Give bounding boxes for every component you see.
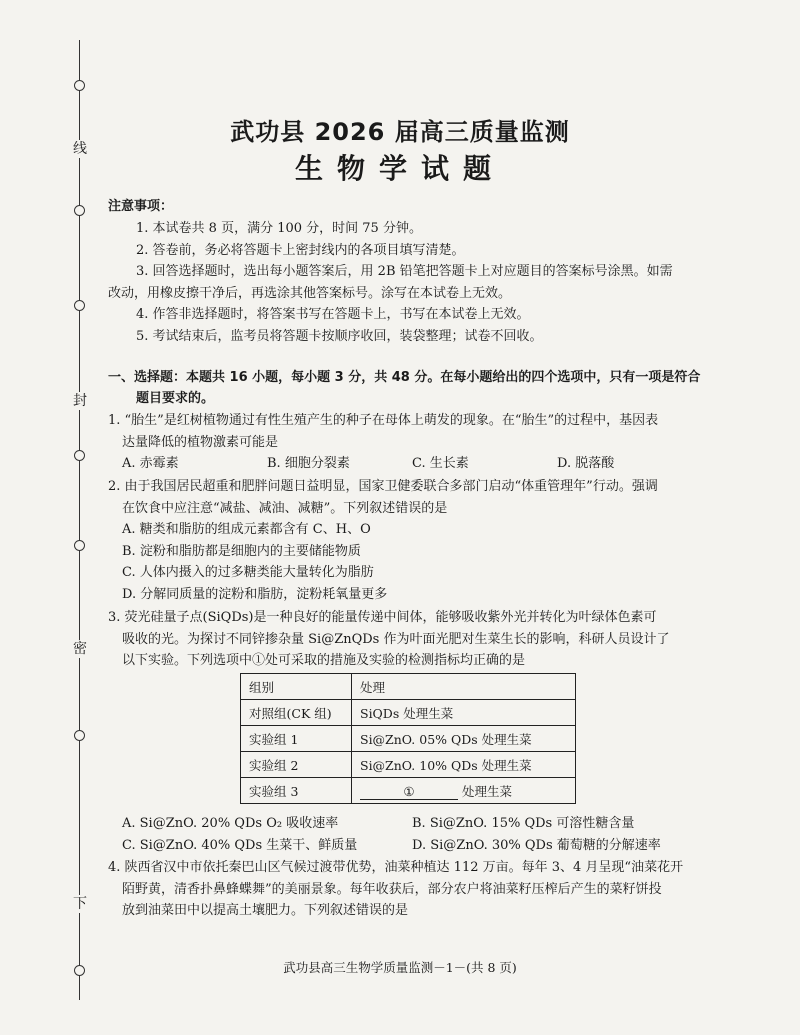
notice-item: 2. 答卷前，务必将答题卡上密封线内的各项目填写清楚。 (136, 242, 465, 258)
question-3 (108, 607, 708, 672)
blank-mark: ① (360, 784, 458, 800)
option-a: A. Si@ZnO. 20% QDs O₂ 吸收速率 (122, 816, 339, 831)
question-stem: 1. “胎生”是红树植物通过有性生殖产生的种子在母体上萌发的现象。在“胎生”的过程中，基因表 (108, 413, 659, 428)
notice-item: 3. 回答选择题时，选出每小题答案后，用 2B 铅笔把答题卡上对应题目的答案标号涂黑。如需 (136, 264, 673, 279)
table-row (241, 752, 576, 778)
option-d: D. 分解同质量的淀粉和脂肪，淀粉耗氧量更多 (122, 586, 388, 602)
binding-hole-6 (74, 730, 85, 741)
question-stem: 达量降低的植物激素可能是 (122, 434, 279, 450)
question-stem: 4. 陕西省汉中市依托秦巴山区气候过渡带优势，油菜种植达 112 万亩。每年 3、4 月呈现“油菜花开 (108, 860, 684, 875)
question-stem: 吸收的光。为探讨不同锌掺杂量 Si@ZnQDs 作为叶面光肥对生菜生长的影响，科研人员设计了 (122, 631, 670, 647)
table-cell: 对照组(CK 组) (241, 700, 352, 726)
option-a: A. 糖类和脂肪的组成元素都含有 C、H、O (122, 522, 371, 537)
section-heading-line: 一、选择题：本题共 16 小题，每小题 3 分，共 48 分。在每小题给出的四个选项中，只有一项是符合 (108, 370, 701, 385)
table-cell-text: 处理生菜 (462, 783, 513, 799)
question-stem: 在饮食中应注意“减盐、减油、减糖”。下列叙述错误的是 (122, 500, 448, 516)
notice-item: 5. 考试结束后，监考员将答题卡按顺序收回，装袋整理；试卷不回收。 (136, 328, 543, 344)
question-stem: 3. 荧光硅量子点(SiQDs)是一种良好的能量传递中间体，能够吸收紫外光并转化为叶绿体色素可 (108, 610, 657, 625)
table-row (241, 700, 576, 726)
option-d: D. 脱落酸 (557, 456, 615, 471)
binding-char-mi: 密 (70, 640, 90, 658)
binding-hole-1 (74, 80, 85, 91)
binding-hole-5 (74, 540, 85, 551)
table-cell: 实验组 3 (241, 778, 352, 804)
option-c: C. 生长素 (412, 456, 469, 471)
binding-hole-2 (74, 205, 85, 216)
question-4 (108, 857, 708, 922)
binding-char-xian: 线 (70, 140, 90, 158)
option-b: B. Si@ZnO. 15% QDs 可溶性糖含量 (412, 816, 635, 831)
table-cell: SiQDs 处理生菜 (352, 700, 576, 726)
table-cell: Si@ZnO. 05% QDs 处理生菜 (352, 726, 576, 752)
notice-item: 1. 本试卷共 8 页，满分 100 分，时间 75 分钟。 (136, 221, 422, 236)
table-row (241, 778, 576, 804)
binding-char-xia: 下 (70, 895, 90, 913)
table-header-row (241, 674, 576, 700)
option-d: D. Si@ZnO. 30% QDs 葡萄糖的分解速率 (412, 837, 661, 853)
table-cell: 实验组 2 (241, 752, 352, 778)
question-1 (108, 410, 708, 475)
table-cell: 实验组 1 (241, 726, 352, 752)
table-cell (352, 778, 576, 804)
binding-hole-3 (74, 300, 85, 311)
question-stem: 陌野黄，清香扑鼻蜂蝶舞”的美丽景象。每年收获后，部分农户将油菜籽压榨后产生的菜籽饼投 (122, 881, 662, 897)
option-c: C. Si@ZnO. 40% QDs 生菜干、鲜质量 (122, 837, 358, 853)
table-header-cell: 处理 (352, 674, 576, 700)
page-footer: 武功县高三生物学质量监测－1－(共 8 页) (283, 960, 517, 975)
question-stem: 2. 由于我国居民超重和肥胖问题日益明显，国家卫健委联合多部门启动“体重管理年”行动。强调 (108, 479, 658, 494)
exam-title: 武功县 2026 届高三质量监测 (230, 118, 570, 146)
question-options-row (108, 835, 708, 857)
section-heading-line: 题目要求的。 (136, 391, 215, 406)
question-stem: 放到油菜田中以提高土壤肥力。下列叙述错误的是 (122, 903, 409, 918)
option-b: B. 淀粉和脂肪都是细胞内的主要储能物质 (122, 543, 361, 559)
question-options-row (108, 813, 708, 835)
table-header-cell: 组别 (241, 674, 352, 700)
option-b: B. 细胞分裂素 (267, 456, 350, 471)
experiment-table (240, 673, 576, 804)
notice-list (108, 218, 708, 347)
option-a: A. 赤霉素 (122, 456, 179, 471)
question-3-options (108, 813, 708, 856)
question-2 (108, 476, 708, 605)
table-cell: Si@ZnO. 10% QDs 处理生菜 (352, 752, 576, 778)
notice-item: 4. 作答非选择题时，将答案书写在答题卡上，书写在本试卷上无效。 (136, 307, 530, 322)
exam-subject: 生物学试题 (294, 152, 505, 185)
table-row (241, 726, 576, 752)
section-heading (108, 367, 708, 409)
binding-hole-4 (74, 450, 85, 461)
notice-item-continued: 改动，用橡皮擦干净后，再选涂其他答案标号。涂写在本试卷上无效。 (108, 285, 512, 301)
option-c: C. 人体内摄入的过多糖类能大量转化为脂肪 (122, 565, 374, 580)
binding-char-feng: 封 (70, 392, 90, 410)
notice-heading: 注意事项： (108, 199, 174, 214)
question-stem: 以下实验。下列选项中①处可采取的措施及实验的检测指标均正确的是 (122, 653, 526, 668)
question-options (108, 453, 708, 475)
